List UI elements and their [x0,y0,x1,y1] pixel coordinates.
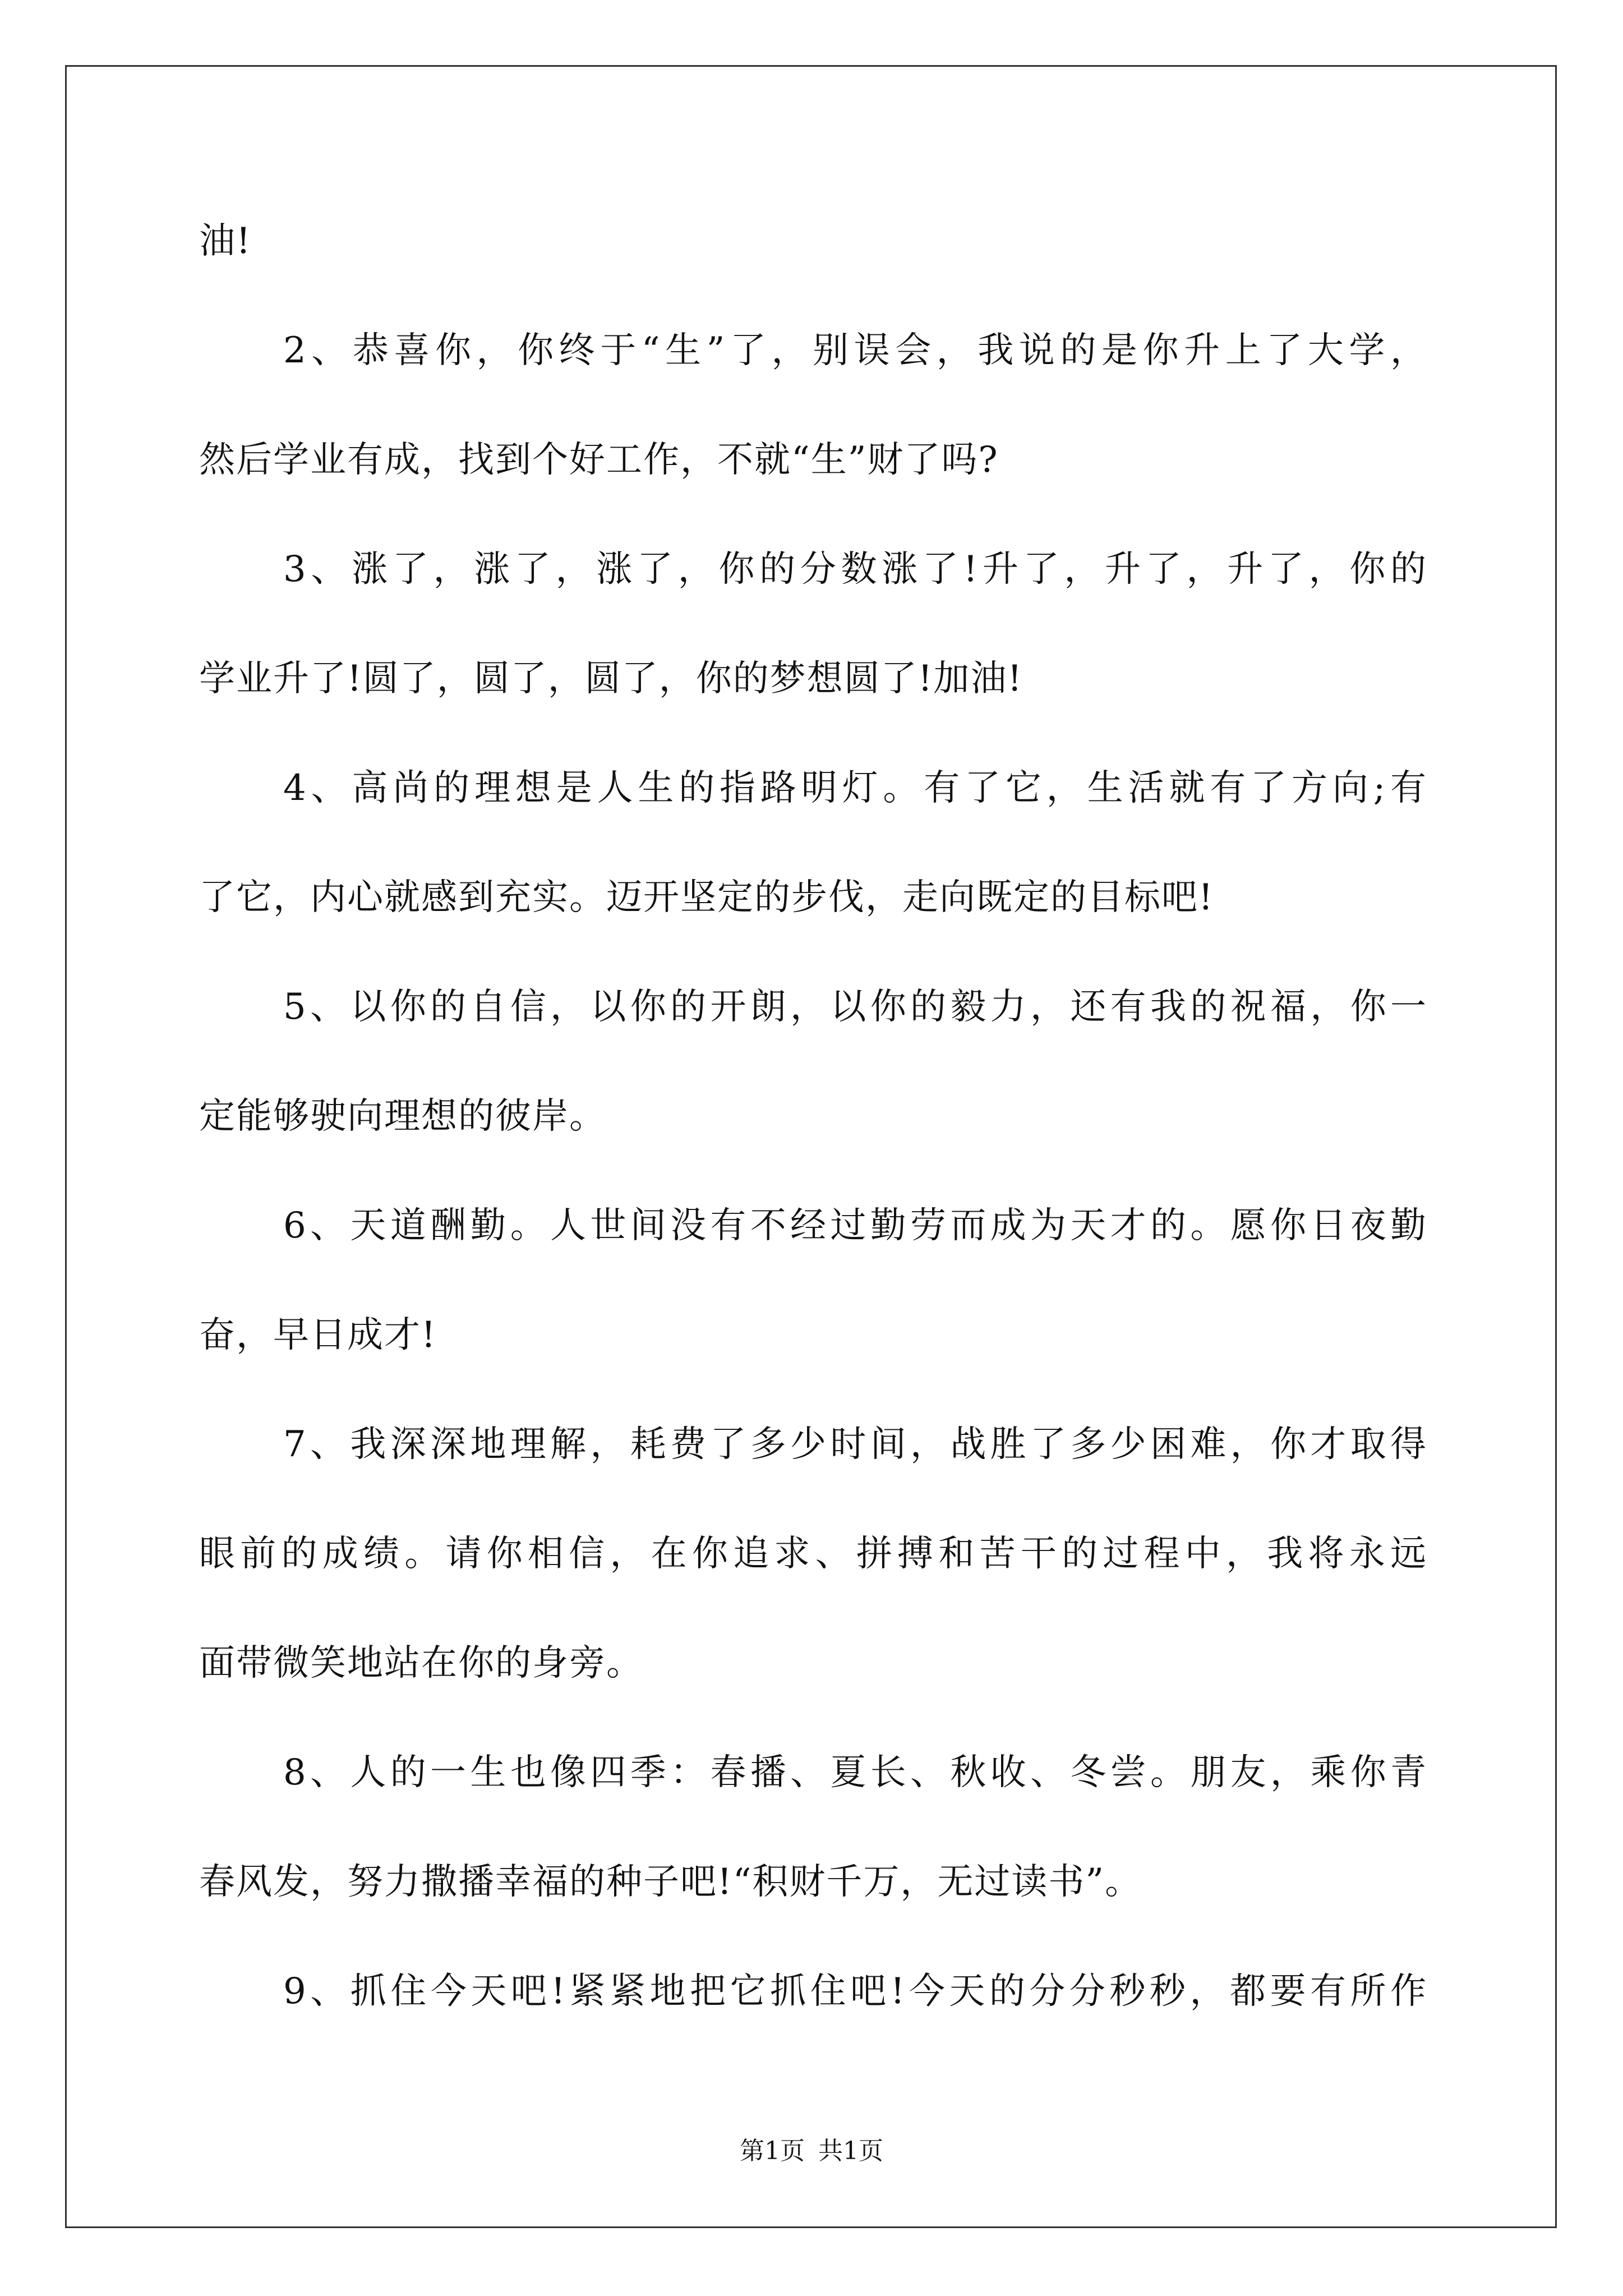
paragraph-5-line-1: 5、以你的自信，以你的开朗，以你的毅力，还有我的祝福，你一 [283,986,1427,1028]
paragraph-8-line-1: 8、人的一生也像四季：春播、夏长、秋收、冬尝。朋友，乘你青 [283,1752,1427,1793]
paragraph-5-line-2: 定能够驶向理想的彼岸。 [199,1096,606,1137]
paragraph-4-line-1: 4、高尚的理想是人生的指路明灯。有了它，生活就有了方向;有 [283,767,1427,809]
paragraph-7-line-1: 7、我深深地理解，耗费了多少时间，战胜了多少困难，你才取得 [283,1424,1427,1465]
paragraph-9-line-1: 9、抓住今天吧!紧紧地把它抓住吧!今天的分分秒秒，都要有所作 [283,1971,1427,2012]
paragraph-2-line-2: 然后学业有成，找到个好工作，不就“生”财了吗? [199,439,999,481]
paragraph-2-line-1: 2、恭喜你，你终于“生”了，别误会，我说的是你升上了大学， [283,330,1427,371]
paragraph-8-line-2: 春风发，努力撒播幸福的种子吧!“积财千万，无过读书”。 [199,1861,1142,1903]
paragraph-7-line-2: 眼前的成绩。请你相信，在你追求、拼搏和苦干的过程中，我将永远 [199,1533,1427,1575]
paragraph-3-line-1: 3、涨了，涨了，涨了，你的分数涨了!升了，升了，升了，你的 [283,549,1427,590]
page-footer: 第1页 共1页 [740,2137,883,2165]
paragraph-6-line-1: 6、天道酬勤。人世间没有不经过勤劳而成为天才的。愿你日夜勤 [283,1205,1427,1246]
paragraph-4-line-2: 了它，内心就感到充实。迈开坚定的步伐，走向既定的目标吧! [199,877,1214,918]
paragraph-3-line-2: 学业升了!圆了，圆了，圆了，你的梦想圆了!加油! [199,658,1023,700]
text-line: 油! [199,220,252,262]
paragraph-6-line-2: 奋，早日成才! [199,1314,437,1356]
paragraph-7-line-3: 面带微笑地站在你的身旁。 [199,1642,643,1684]
